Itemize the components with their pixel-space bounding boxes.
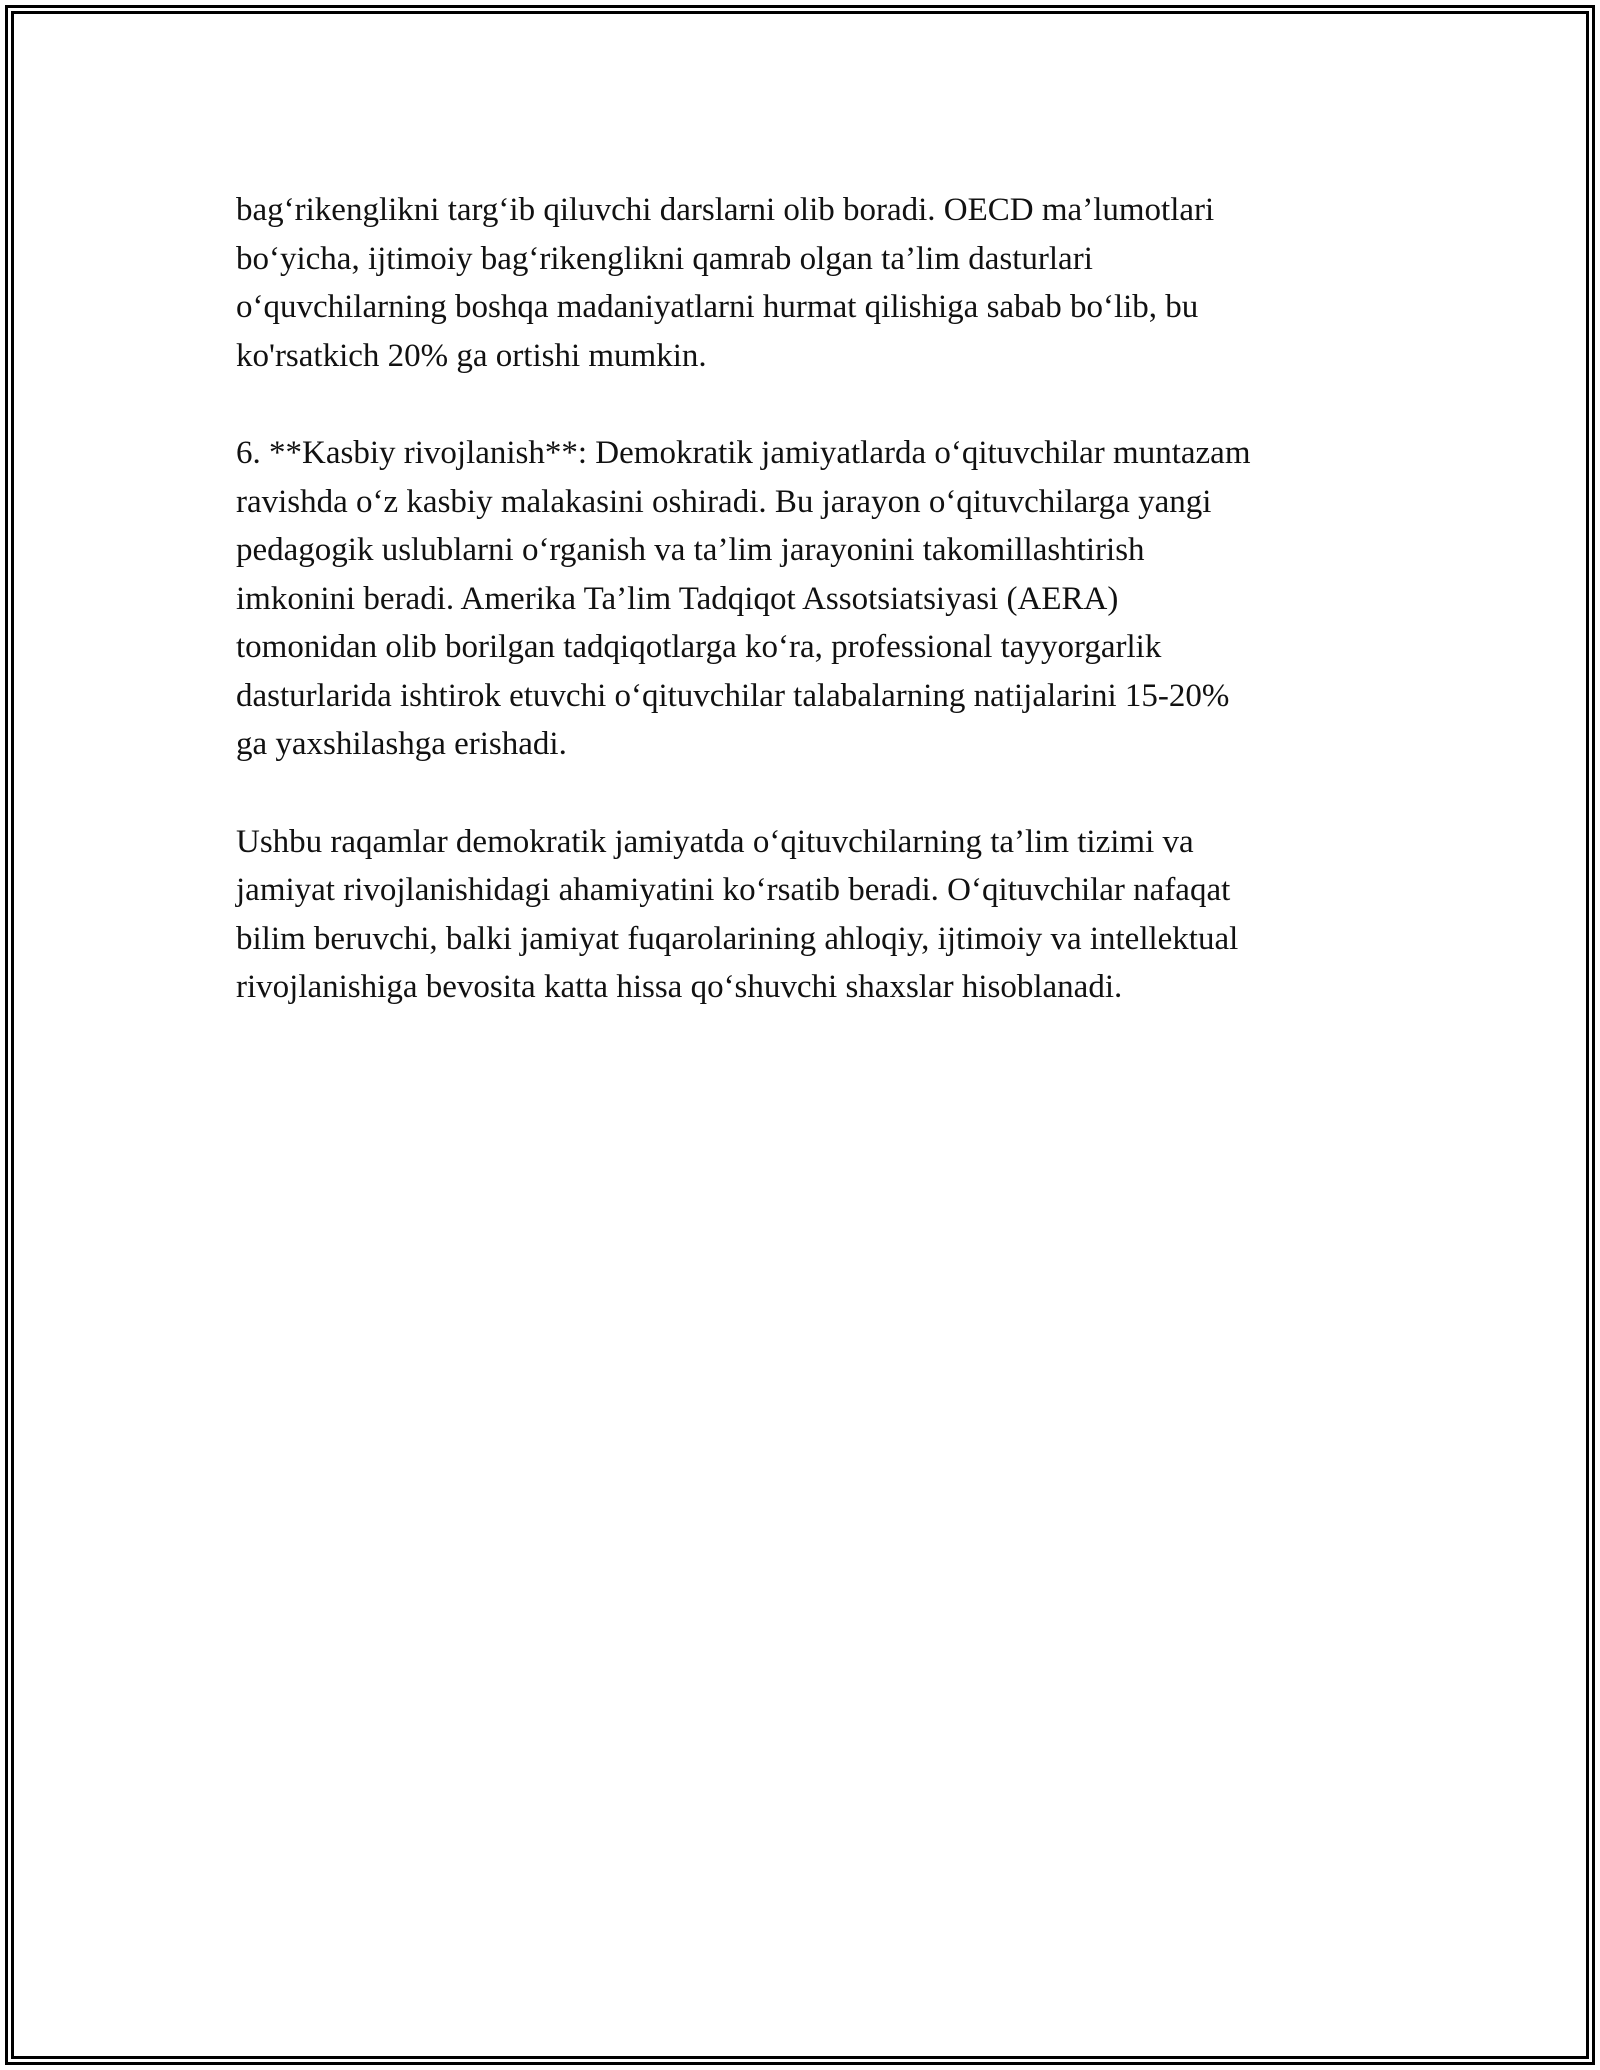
- text-line: ravishda o‘z kasbiy malakasini oshiradi. Bu jarayon o‘qituvchilarga yangi: [236, 483, 1212, 520]
- text-line: ko'rsatkich 20% ga ortishi mumkin.: [236, 337, 707, 374]
- text-line: rivojlanishiga bevosita katta hissa qo‘shuvchi shaxslar hisoblanadi.: [236, 969, 1123, 1005]
- text-line: bilim beruvchi, balki jamiyat fuqarolarining ahloqiy, ijtimoiy va intellektual: [236, 920, 1239, 957]
- text-line: 6. **Kasbiy rivojlanish**: Demokratik jamiyatlarda o‘qituvchilar muntazam: [236, 435, 1251, 471]
- document-body: [236, 186, 1381, 1061]
- paragraph-conclusion: [236, 818, 1381, 1012]
- text-line: bag‘rikenglikni targ‘ib qiluvchi darslarni olib boradi. OECD ma’lumotlari: [236, 192, 1215, 228]
- text-line: jamiyat rivojlanishidagi ahamiyatini ko‘rsatib beradi. O‘qituvchilar nafaqat: [236, 872, 1231, 908]
- text-line: ga yaxshilashga erishadi.: [236, 726, 567, 762]
- text-line: imkonini beradi. Amerika Ta’lim Tadqiqot Assotsiatsiyasi (AERA): [236, 580, 1119, 617]
- text-line: pedagogik uslublarni o‘rganish va ta’lim jarayonini takomillashtirish: [236, 532, 1145, 568]
- paragraph-tolerance-continuation: [236, 186, 1381, 380]
- text-line: dasturlarida ishtirok etuvchi o‘qituvchilar talabalarning natijalarini 15-20%: [236, 677, 1230, 714]
- text-line: o‘quvchilarning boshqa madaniyatlarni hurmat qilishiga sabab bo‘lib, bu: [236, 289, 1199, 325]
- text-line: tomonidan olib borilgan tadqiqotlarga ko‘ra, professional tayyorgarlik: [236, 629, 1162, 665]
- text-line: Ushbu raqamlar demokratik jamiyatda o‘qituvchilarning ta’lim tizimi va: [236, 823, 1194, 860]
- text-line: bo‘yicha, ijtimoiy bag‘rikenglikni qamrab olgan ta’lim dasturlari: [236, 240, 1093, 277]
- paragraph-professional-development: [236, 429, 1381, 769]
